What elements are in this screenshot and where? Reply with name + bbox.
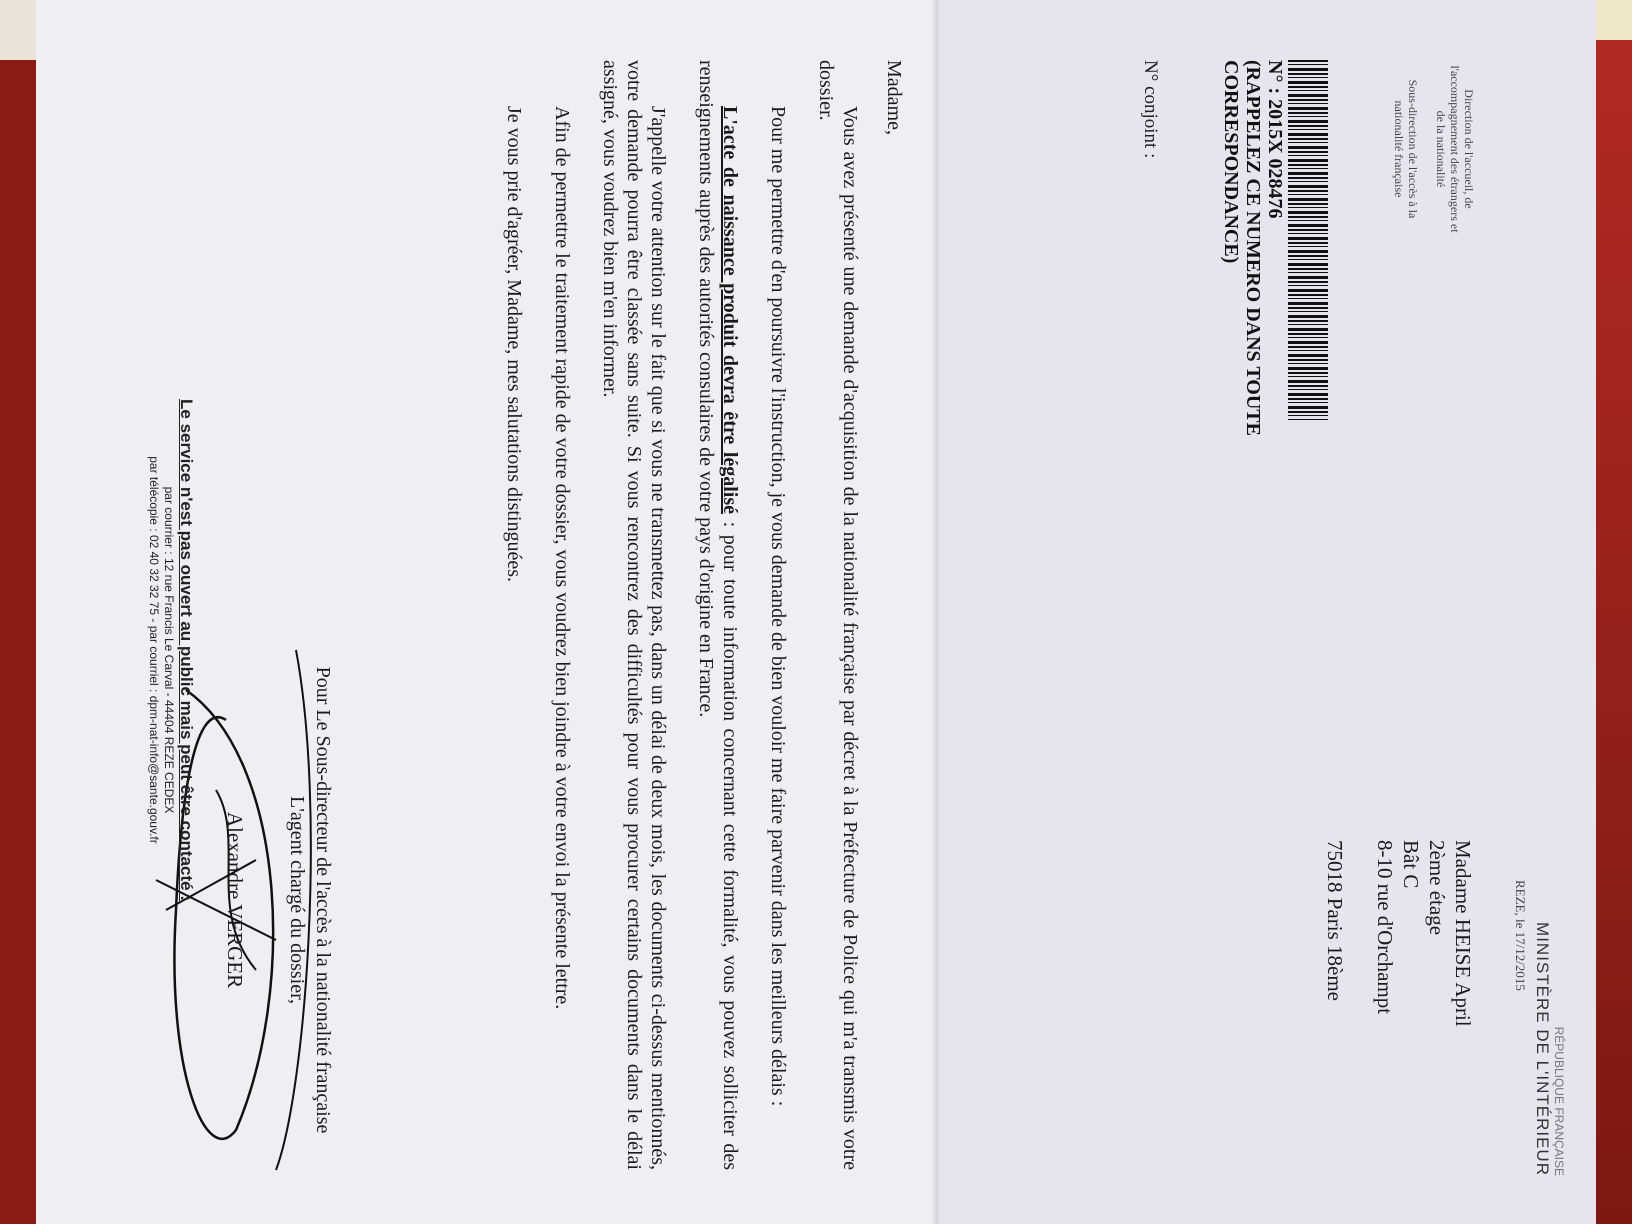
paragraph-legalization: [694, 60, 742, 1170]
conjoint-number: N° conjoint :: [1140, 60, 1161, 159]
sub-direction-name: Sous-direction de l'accès à la nationalité française: [1392, 79, 1420, 219]
republic-label: RÉPUBLIQUE FRANÇAISE: [1552, 1026, 1566, 1176]
paper-fold: [931, 0, 941, 1224]
recipient-city: 75018 Paris 18ème: [1323, 840, 1347, 1001]
signature-for: Pour Le Sous-directeur de l'accès à la nationalité française: [312, 666, 334, 1134]
paragraph-request: Vous avez présenté une demande d'acquisition de la nationalité française par décret à la Préfecture de Police qui m'a transmis votre dossier.: [815, 60, 861, 1170]
recipient-floor: 2ème étage: [1425, 840, 1449, 936]
place-date: REZE, le 17/12/2015: [1513, 880, 1528, 991]
signature-name: Alexandre VERGER: [223, 811, 247, 989]
paragraph-enclosure: Afin de permettre le traitement rapide de votre dossier, vous voudrez bien joindre à votre envoi la présente lettre.: [551, 106, 573, 1010]
letter-document: [36, 0, 1596, 1224]
salutation: Madame,: [883, 60, 905, 135]
footer-notice: Le service n'est pas ouvert au public mais peut être contacté :: [177, 399, 196, 901]
sender-block: [1392, 64, 1476, 234]
dossier-number: N° : 2015X 028476: [1264, 60, 1286, 219]
legalization-requirement: L'acte de naissance produit devra être légalisé: [719, 106, 741, 515]
direction-name: Direction de l'accueil, de l'accompagnement des étrangers et de la nationalité: [1434, 65, 1476, 233]
footer-postal: par courrier : 12 rue Francis Le Carval - 44404 REZE CEDEX: [162, 486, 176, 814]
ministry-name: MINISTÈRE DE L'INTÉRIEUR: [1533, 922, 1552, 1176]
footer-fax-email: par télécopie : 02 40 32 32 75 - par courriel : dpm-nat-info@sante.gouv.fr: [147, 456, 161, 844]
recipient-street: 8-10 rue d'Orchampt: [1373, 840, 1397, 1015]
letter-body: [478, 60, 906, 1170]
recipient-address: [1322, 840, 1476, 1027]
closing-formula: Je vous prie d'agréer, Madame, mes salutations distinguées.: [503, 106, 525, 583]
ministry-header: [1532, 922, 1566, 1176]
recipient-building: Bât C: [1399, 840, 1423, 889]
dossier-notice: (RAPPELEZ CE NUMERO DANS TOUTE CORRESPONDANCE): [1220, 60, 1264, 436]
signature-role: L'agent chargé du dossier,: [286, 796, 308, 1004]
dossier-reference: [1220, 60, 1286, 480]
paragraph-deadline: J'appelle votre attention sur le fait que si vous ne transmettez pas, dans un délai de deux mois, les documents ci-dessus mentionnés, votre demande pourra être classée sans suite. Si vous rencontrez des difficultés pour vous procurer certains documents dans le délai assigné, vous voudrez bien m'en informer.: [599, 60, 669, 1170]
contact-footer: [146, 300, 196, 1000]
legalization-details: : pour toute information concernant cette formalité, vous pouvez solliciter des renseignements auprès des autorités consulaires de votre pays d'origine en France.: [695, 60, 741, 1170]
recipient-name: Madame HEISE April: [1451, 840, 1475, 1027]
paragraph-instruction: Pour me permettre d'en poursuivre l'instruction, je vous demande de bien vouloir me faire parvenir dans les meilleurs délais :: [767, 106, 789, 1107]
signature-block: [222, 640, 336, 1160]
barcode: [1288, 60, 1328, 420]
